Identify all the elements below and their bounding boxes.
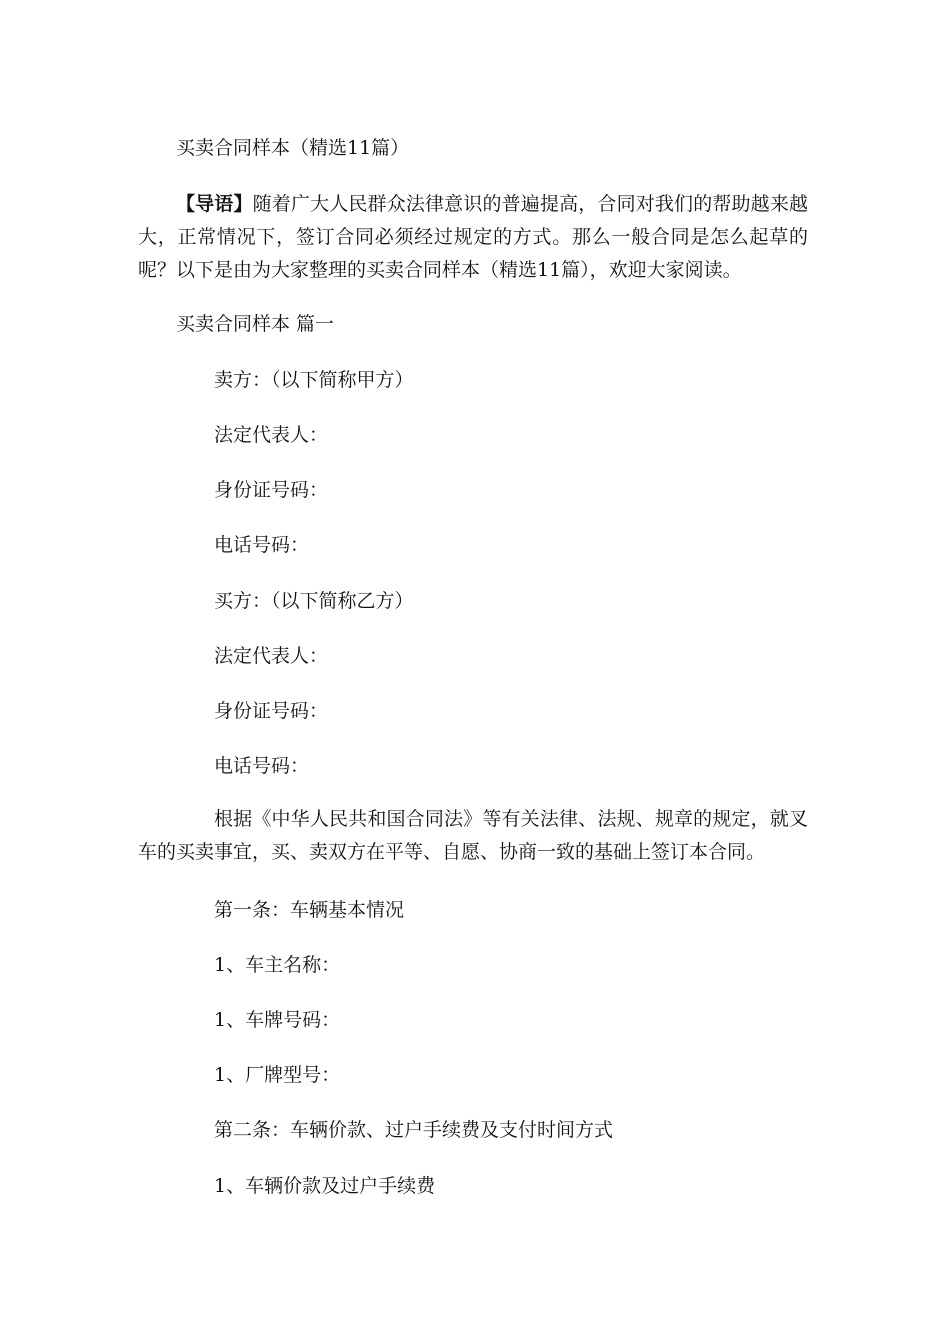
item-price-and-fees: 1、车辆价款及过户手续费 <box>214 1175 436 1197</box>
intro-paragraph <box>138 188 808 287</box>
buyer-line: 买方：（以下简称乙方） <box>214 590 414 612</box>
buyer-phone: 电话号码： <box>214 755 310 777</box>
article-2-heading: 第二条：车辆价款、过户手续费及支付时间方式 <box>214 1119 614 1141</box>
section-heading: 买卖合同样本 篇一 <box>176 313 335 335</box>
item-model: 1、厂牌型号： <box>214 1064 341 1086</box>
item-plate-number: 1、车牌号码： <box>214 1009 341 1031</box>
buyer-id-number: 身份证号码： <box>214 700 329 722</box>
article-1-heading: 第一条：车辆基本情况 <box>214 899 405 921</box>
intro-text: 随着广大人民群众法律意识的普遍提高，合同对我们的帮助越来越大，正常情况下，签订合同必须经过规定的方式。那么一般合同是怎么起草的呢？以下是由为大家整理的买卖合同样本（精选11篇），欢迎大家阅读。 <box>138 193 808 281</box>
seller-line: 卖方：（以下简称甲方） <box>214 369 414 391</box>
item-owner-name: 1、车主名称： <box>214 954 341 976</box>
intro-tag: 【导语】 <box>176 193 253 215</box>
basis-paragraph: 根据《中华人民共和国合同法》等有关法律、法规、规章的规定，就叉车的买卖事宜，买、卖双方在平等、自愿、协商一致的基础上签订本合同。 <box>138 808 808 863</box>
document-title: 买卖合同样本（精选11篇） <box>176 137 410 159</box>
seller-id-number: 身份证号码： <box>214 479 329 501</box>
seller-phone: 电话号码： <box>214 534 310 556</box>
buyer-representative: 法定代表人： <box>214 645 329 667</box>
seller-representative: 法定代表人： <box>214 424 329 446</box>
